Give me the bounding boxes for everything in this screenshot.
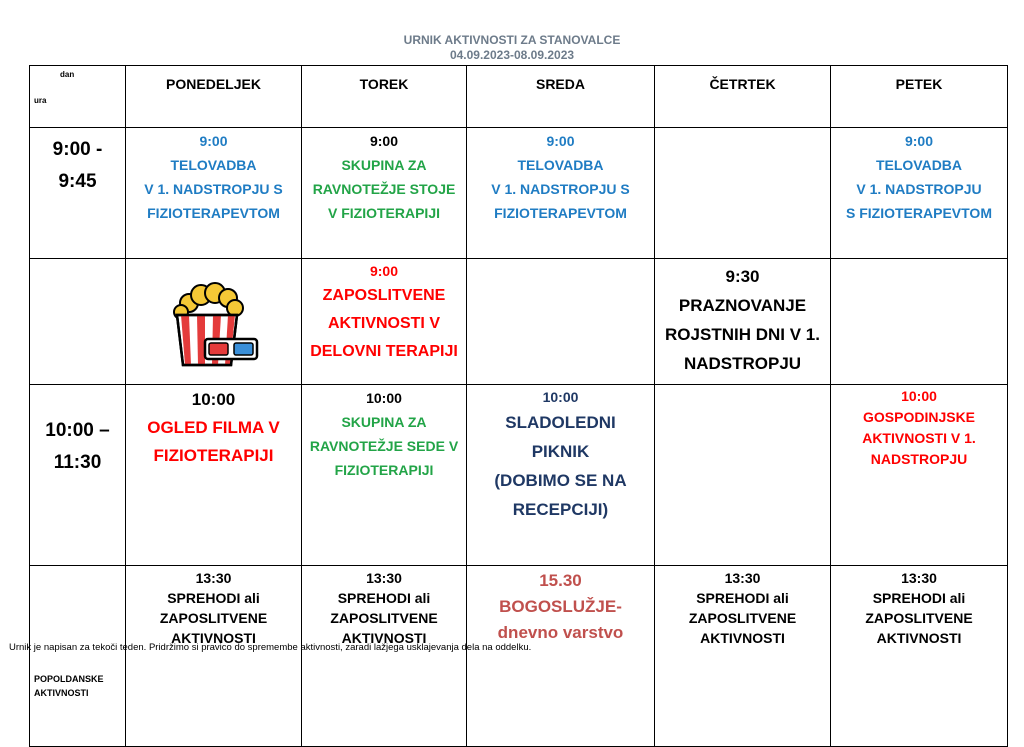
activity-time: 9:00 [904,133,934,149]
header-row [30,66,1008,128]
activity-time: 9:00 [546,133,575,149]
activity-line: TELOVADBA [517,157,604,173]
activity-time: 9:30 [725,267,760,286]
activity-line: GOSPODINJSKE [862,409,976,425]
activity-time: 10:00 [191,390,236,409]
activity-line: AKTIVNOSTI V 1. [862,430,976,446]
corner-hour-label: ura [34,96,47,105]
activity-cell-thursday-empty [655,128,831,259]
activity-cell-friday [831,385,1008,566]
activity-line: SPREHODI ali [696,590,789,606]
activity-time: 15.30 [539,571,582,590]
activity-line: AKTIVNOSTI V [327,315,440,332]
activity-time: 9:00 [369,263,399,279]
corner-day-label: dan [60,70,75,79]
afternoon-label-line: POPOLDANSKE [34,674,104,684]
activity-line: AKTIVNOSTI [171,630,256,646]
activity-cell-monday [126,566,302,747]
afternoon-label-cell [30,566,126,747]
schedule-row-mid-morning [30,259,1008,385]
activity-line: PIKNIK [531,442,590,461]
day-header-thursday: ČETRTEK [655,66,831,128]
activity-line: V 1. NADSTROPJU [856,181,982,197]
activity-time: 10:00 [542,389,579,405]
activity-cell-friday-empty [831,259,1008,385]
activity-time: 10:00 [366,390,402,406]
time-start: 10:00 – [45,420,110,441]
afternoon-label-line: AKTIVNOSTI [34,688,89,698]
activity-line: RAVNOTEŽJE SEDE V [309,438,459,454]
time-cell-empty [30,259,126,385]
activity-cell-monday-icon [126,259,302,385]
activity-line: FIZIOTERAPIJI [153,446,274,465]
activity-line: AKTIVNOSTI [876,630,962,646]
activity-time: 13:30 [366,570,402,586]
activity-line: AKTIVNOSTI [700,630,785,646]
day-header-wednesday: SREDA [467,66,655,128]
activity-line: RAVNOTEŽJE STOJE [312,181,456,197]
activity-cell-monday [126,385,302,566]
activity-cell-tuesday [302,566,467,747]
activity-line: SPREHODI ali [167,590,260,606]
activity-line: TELOVADBA [170,157,257,173]
day-header-tuesday: TOREK [302,66,467,128]
day-header-friday: PETEK [831,66,1008,128]
time-end: 11:30 [53,452,102,473]
activity-time: 9:00 [369,133,399,149]
schedule-row-morning [30,128,1008,259]
schedule-date-range: 04.09.2023-08.09.2023 [449,48,575,62]
activity-cell-wednesday [467,566,655,747]
activity-line: SPREHODI ali [872,590,966,606]
activity-line: ZAPOSLITVENE [322,287,446,304]
activity-cell-wednesday-empty [467,259,655,385]
activity-line: FIZIOTERAPIJI [334,462,434,478]
activity-time: 9:00 [199,133,228,149]
activity-time: 13:30 [901,570,937,586]
activity-line: ZAPOSLITVENE [159,610,268,626]
activity-line: V FIZIOTERAPIJI [327,205,440,221]
activity-line: NADSTROPJU [870,451,968,467]
schedule-row-late-morning [30,385,1008,566]
activity-line: TELOVADBA [875,157,963,173]
day-header-monday: PONEDELJEK [126,66,302,128]
activity-cell-tuesday [302,385,467,566]
activity-line: SLADOLEDNI [505,413,616,432]
time-end: 9:45 [58,171,97,192]
activity-cell-friday [831,128,1008,259]
popcorn-3d-glasses-icon [167,281,261,367]
footer-note: Urnik je napisan za tekoči teden. Pridržimo si pravico do spremembe aktivnosti, zaradi lažjega usklajevanja dela na oddelku. [9,642,532,653]
activity-line: FIZIOTERAPEVTOM [494,205,627,221]
activity-line: FIZIOTERAPEVTOM [147,205,280,221]
activity-line: V 1. NADSTROPJU S [144,181,283,197]
activity-line: SPREHODI ali [337,590,431,606]
activity-line: NADSTROPJU [683,354,802,373]
activity-time: 10:00 [901,388,937,404]
activity-line: RECEPCIJI) [512,500,609,519]
activity-line: BOGOSLUŽJE- [499,597,622,616]
activity-cell-tuesday [302,128,467,259]
activity-line: ZAPOSLITVENE [330,610,438,626]
activity-cell-wednesday [467,128,655,259]
activity-cell-tuesday [302,259,467,385]
schedule-row-afternoon [30,566,1008,747]
activity-cell-wednesday [467,385,655,566]
activity-line: (DOBIMO SE NA [494,471,627,490]
activity-line: OGLED FILMA V [147,418,280,437]
time-cell [30,385,126,566]
activity-time: 13:30 [195,570,232,586]
activity-cell-thursday [655,259,831,385]
activity-cell-monday [126,128,302,259]
activity-line: AKTIVNOSTI [341,630,427,646]
time-cell [30,128,126,259]
schedule-title: URNIK AKTIVNOSTI ZA STANOVALCE [403,33,621,47]
activity-time: 13:30 [724,570,761,586]
activity-cell-friday [831,566,1008,747]
activity-line: SKUPINA ZA [341,414,427,430]
activity-line: ZAPOSLITVENE [688,610,797,626]
activity-line: dnevno varstvo [497,623,624,642]
activity-cell-thursday-empty [655,385,831,566]
activity-line: DELOVNI TERAPIJI [310,343,458,360]
activity-line: PRAZNOVANJE [678,296,807,315]
activity-line: SKUPINA ZA [341,157,427,173]
activity-line: S FIZIOTERAPEVTOM [846,205,992,221]
activity-line: ZAPOSLITVENE [865,610,973,626]
activity-line: ROJSTNIH DNI V 1. [665,325,820,344]
time-start: 9:00 - [52,139,103,160]
activity-cell-thursday [655,566,831,747]
corner-cell [30,66,126,128]
activity-line: V 1. NADSTROPJU S [491,181,630,197]
